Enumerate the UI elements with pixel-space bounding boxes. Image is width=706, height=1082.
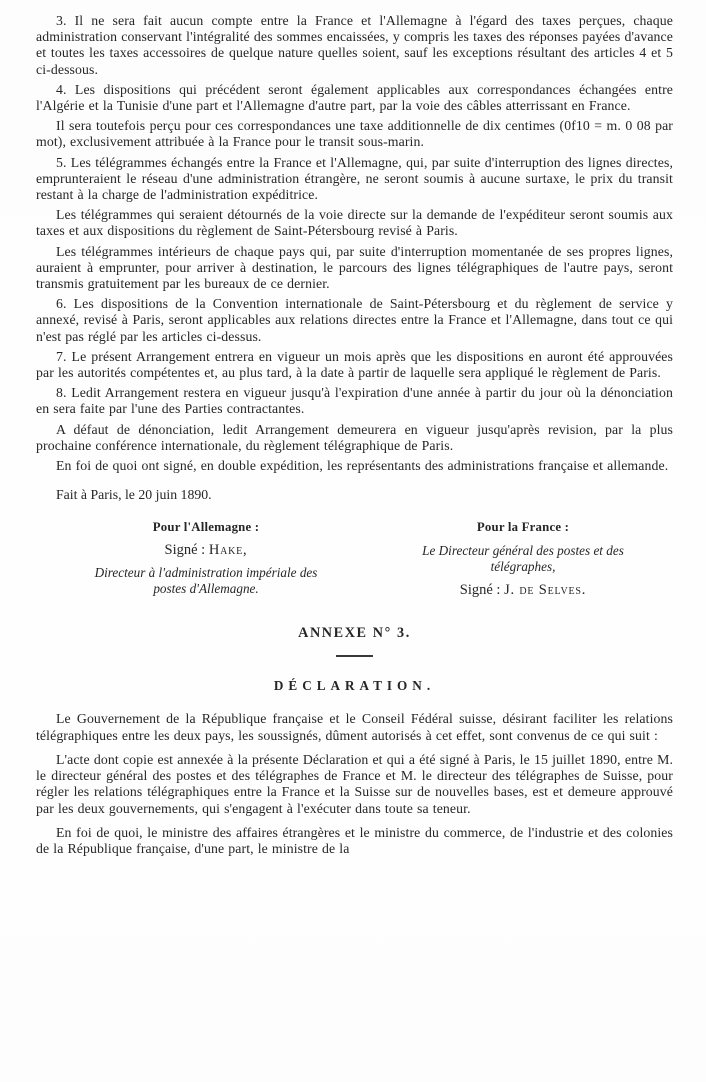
paragraph-article-5-interior: Les télégrammes intérieurs de chaque pays qui, par suite d'interruption momentanée de ses propres lignes, auraient à emprunter, pour arriver à destination, le parcours des lignes télégraphiques de l'autre pays, seront transmis gratuitement par les bureaux de ce dernier. [36, 243, 673, 292]
signature-germany [56, 520, 356, 599]
signature-germany-heading: Pour l'Allemagne : [152, 520, 260, 535]
signed-name: J. de Selves. [504, 582, 587, 599]
paragraph-declaration-acte: L'acte dont copie est annexée à la présente Déclaration et qui a été signé à Paris, le 15 juillet 1890, entre M. le directeur général des postes et des télégraphes de France et M. le directeur des télégraphes de Suisse, pour régler les relations télégraphiques entre la France et la Suisse sur de nouvelles bases, est et demeure approuvé par les deux gouvernements, qui s'engagent à l'exécuter dans toute sa teneur. [36, 751, 673, 816]
paragraph-article-4: 4. Les dispositions qui précédent seront également applicables aux correspondances échangées entre l'Algérie et la Tunisie d'une part et l'Allemagne d'autre part, par la voie des câbles atterrissant en France. [36, 81, 673, 114]
paragraph-declaration-en-foi: En foi de quoi, le ministre des affaires étrangères et le ministre du commerce, de l'industrie et des colonies de la République française, d'une part, le ministre de la [36, 824, 673, 856]
paragraph-declaration-preamble: Le Gouvernement de la République française et le Conseil Fédéral suisse, désirant faciliter les relations télégraphiques entre les deux pays, les soussignés, dûment autorisés à cet effet, sont convenus de ce qui suit : [36, 711, 673, 743]
signed-name: Hake, [208, 542, 248, 559]
signed-label: Signé : [459, 582, 505, 599]
signature-germany-title: Directeur à l'administration impériale des postes d'Allemagne. [94, 565, 318, 596]
signature-france-title: Le Directeur général des postes et des télégraphes, [422, 543, 624, 574]
date-line: Fait à Paris, le 20 juin 1890. [56, 487, 212, 503]
annexe-heading: ANNEXE N° 3. [298, 625, 411, 642]
paragraph-article-5-detour: Les télégrammes qui seraient détournés de la voie directe sur la demande de l'expéditeur seront soumis aux taxes et aux dispositions du règlement de Saint-Pétersbourg revisé à Paris. [36, 207, 673, 239]
arrangement-section [36, 13, 673, 599]
signed-label: Signé : [164, 542, 209, 559]
signature-france-heading: Pour la France : [476, 520, 570, 535]
paragraph-article-3: 3. Il ne sera fait aucun compte entre la France et l'Allemagne à l'égard des taxes perçues, chaque administration conservant l'intégralité des sommes encaissées, y compris les taxes des réponses payées d'avance et toutes les taxes accessoires de quelque nature quelles soient, sauf les exceptions résultant des articles 4 et 5 ci-dessous. [36, 13, 673, 77]
signature-france-signed [460, 582, 586, 599]
paragraph-article-8: 8. Ledit Arrangement restera en vigueur jusqu'à l'expiration d'une année à partir du jour où la dénonciation en sera faite par l'une des Parties contractantes. [36, 385, 673, 417]
paragraph-article-6: 6. Les dispositions de la Convention internationale de Saint-Pétersbourg et du règlement de service y annexé, revisé à Paris, seront applicables aux relations directes entre la France et l'Allemagne, dans tout ce qui n'est pas réglé par les articles ci-dessus. [36, 296, 673, 344]
signature-block [36, 520, 673, 599]
paragraph-article-7: 7. Le présent Arrangement entrera en vigueur un mois après que les dispositions en auront été approuvées par les autorités compétentes et, au plus tard, à la date à partir de laquelle sera appliqué le règlement de Paris. [36, 348, 673, 381]
signature-france [383, 520, 663, 599]
annexe-section [36, 625, 673, 857]
paragraph-en-foi-de-quoi: En foi de quoi ont signé, en double expédition, les représentants des administrations française et allemande. [56, 458, 669, 474]
paragraph-article-8-denonciation: A défaut de dénonciation, ledit Arrangement demeurera en vigueur jusqu'après revision, par la plus prochaine conférence internationale, du règlement télégraphique de Paris. [36, 421, 673, 453]
paragraph-article-4-surtax: Il sera toutefois perçu pour ces correspondances une taxe additionnelle de dix centimes (0f10 = m. 0 08 par mot), exclusivement attribuée à la France pour le transit sous-marin. [36, 118, 673, 150]
paragraph-article-5: 5. Les télégrammes échangés entre la France et l'Allemagne, qui, par suite d'interruption des lignes directes, emprunteraient le réseau d'une administration étrangère, ne seront soumis à aucune surtaxe, le prix du transit restant à la charge de l'administration expéditrice. [36, 154, 673, 203]
section-divider [336, 655, 373, 657]
declaration-heading: DÉCLARATION. [273, 678, 436, 694]
signature-germany-signed [165, 542, 248, 559]
